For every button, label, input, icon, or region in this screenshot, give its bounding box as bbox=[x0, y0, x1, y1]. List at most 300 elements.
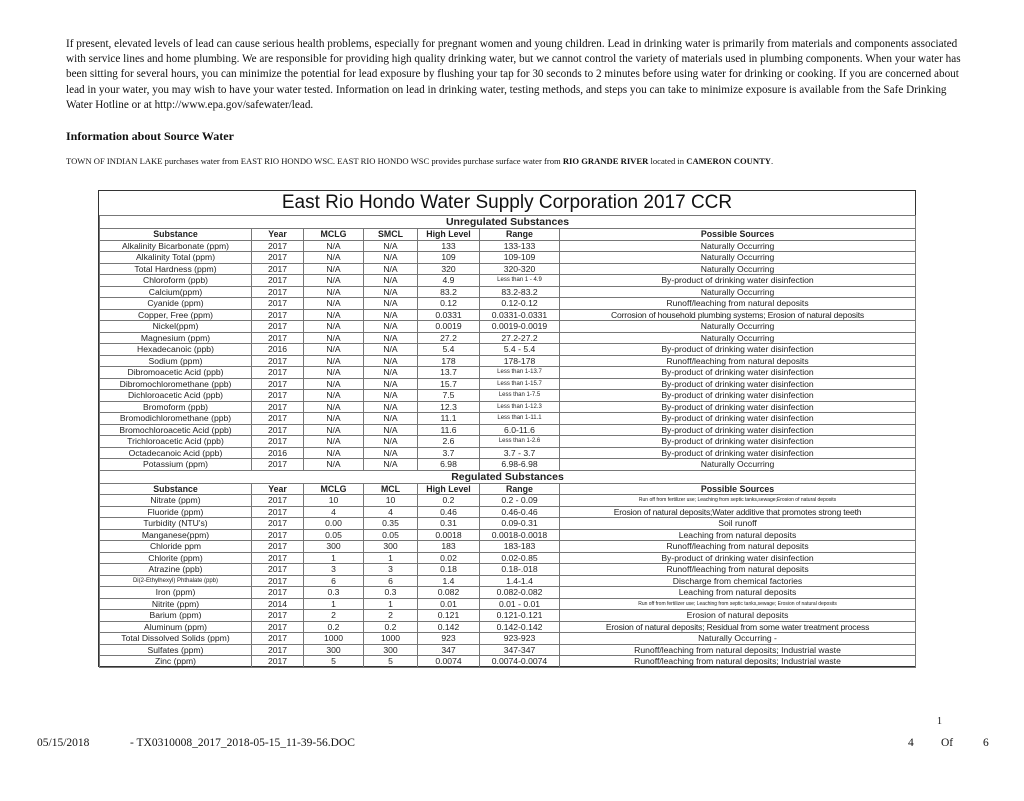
regulated-cell-mclg: 1 bbox=[304, 552, 364, 564]
regulated-cell-limit: 0.2 bbox=[364, 621, 418, 633]
regulated-cell-high-level: 183 bbox=[418, 541, 480, 553]
table-row bbox=[100, 610, 916, 622]
table-row bbox=[100, 447, 916, 459]
regulated-cell-year: 2017 bbox=[252, 633, 304, 645]
unregulated-cell-substance: Magnesium (ppm) bbox=[100, 332, 252, 344]
unregulated-cell-mclg: N/A bbox=[304, 240, 364, 252]
unregulated-cell-mclg: N/A bbox=[304, 309, 364, 321]
footer-page-total: 6 bbox=[983, 737, 989, 749]
regulated-cell-year: 2017 bbox=[252, 610, 304, 622]
unregulated-cell-year: 2017 bbox=[252, 321, 304, 333]
table-row bbox=[100, 598, 916, 610]
unregulated-cell-substance: Chloroform (ppb) bbox=[100, 275, 252, 287]
source-river-name: RIO GRANDE RIVER bbox=[562, 156, 649, 166]
footer-doc-name: - TX0310008_2017_2018-05-15_11-39-56.DOC bbox=[130, 737, 355, 749]
regulated-cell-limit: 6 bbox=[364, 575, 418, 587]
regulated-cell-year: 2017 bbox=[252, 506, 304, 518]
regulated-cell-mclg: 6 bbox=[304, 575, 364, 587]
unregulated-cell-possible-sources: By-product of drinking water disinfection bbox=[560, 424, 916, 436]
regulated-cell-range: 0.2 - 0.09 bbox=[480, 495, 560, 507]
regulated-cell-year: 2017 bbox=[252, 621, 304, 633]
regulated-cell-limit: 1000 bbox=[364, 633, 418, 645]
regulated-cell-limit: 1 bbox=[364, 552, 418, 564]
unregulated-cell-limit: N/A bbox=[364, 413, 418, 425]
unregulated-column-header: Range bbox=[480, 229, 560, 241]
unregulated-cell-mclg: N/A bbox=[304, 413, 364, 425]
regulated-cell-limit: 10 bbox=[364, 495, 418, 507]
unregulated-cell-possible-sources: By-product of drinking water disinfection bbox=[560, 344, 916, 356]
unregulated-cell-range: 320-320 bbox=[480, 263, 560, 275]
unregulated-cell-mclg: N/A bbox=[304, 367, 364, 379]
regulated-cell-range: 0.082-0.082 bbox=[480, 587, 560, 599]
unregulated-cell-range: 83.2-83.2 bbox=[480, 286, 560, 298]
unregulated-cell-possible-sources: Runoff/leaching from natural deposits bbox=[560, 298, 916, 310]
unregulated-cell-possible-sources: Naturally Occurring bbox=[560, 332, 916, 344]
unregulated-cell-limit: N/A bbox=[364, 309, 418, 321]
unregulated-cell-possible-sources: Naturally Occurring bbox=[560, 286, 916, 298]
unregulated-cell-high-level: 178 bbox=[418, 355, 480, 367]
unregulated-cell-mclg: N/A bbox=[304, 355, 364, 367]
unregulated-cell-substance: Bromoform (ppb) bbox=[100, 401, 252, 413]
unregulated-cell-range: 6.0-11.6 bbox=[480, 424, 560, 436]
regulated-cell-year: 2017 bbox=[252, 564, 304, 576]
regulated-cell-limit: 0.3 bbox=[364, 587, 418, 599]
table-row bbox=[100, 518, 916, 530]
table-row bbox=[100, 332, 916, 344]
regulated-cell-high-level: 923 bbox=[418, 633, 480, 645]
regulated-cell-high-level: 0.121 bbox=[418, 610, 480, 622]
table-row bbox=[100, 263, 916, 275]
unregulated-cell-high-level: 320 bbox=[418, 263, 480, 275]
regulated-cell-high-level: 0.18 bbox=[418, 564, 480, 576]
regulated-cell-mclg: 0.00 bbox=[304, 518, 364, 530]
unregulated-cell-limit: N/A bbox=[364, 286, 418, 298]
unregulated-cell-mclg: N/A bbox=[304, 390, 364, 402]
unregulated-cell-high-level: 0.0019 bbox=[418, 321, 480, 333]
regulated-cell-high-level: 0.0018 bbox=[418, 529, 480, 541]
unregulated-cell-year: 2017 bbox=[252, 298, 304, 310]
unregulated-cell-high-level: 2.6 bbox=[418, 436, 480, 448]
unregulated-cell-range: 0.0019-0.0019 bbox=[480, 321, 560, 333]
unregulated-cell-high-level: 13.7 bbox=[418, 367, 480, 379]
table-row bbox=[100, 587, 916, 599]
regulated-cell-mclg: 4 bbox=[304, 506, 364, 518]
regulated-cell-substance: Manganese(ppm) bbox=[100, 529, 252, 541]
regulated-cell-high-level: 0.0074 bbox=[418, 656, 480, 668]
regulated-cell-high-level: 0.2 bbox=[418, 495, 480, 507]
source-text-part1: TOWN OF INDIAN LAKE purchases water from EAST RIO HONDO WSC. EAST RIO HONDO WSC provides purchase surface water from bbox=[66, 156, 563, 166]
unregulated-cell-possible-sources: Naturally Occurring bbox=[560, 321, 916, 333]
unregulated-cell-limit: N/A bbox=[364, 367, 418, 379]
unregulated-cell-mclg: N/A bbox=[304, 332, 364, 344]
table-row bbox=[100, 621, 916, 633]
regulated-column-header: MCL bbox=[364, 483, 418, 495]
regulated-cell-possible-sources: Run off from fertilizer use; Leaching from septic tanks,sewage; Erosion of natural deposits bbox=[560, 598, 916, 610]
unregulated-cell-substance: Dibromoacetic Acid (ppb) bbox=[100, 367, 252, 379]
unregulated-cell-mclg: N/A bbox=[304, 344, 364, 356]
unregulated-cell-year: 2017 bbox=[252, 332, 304, 344]
footer-page-number: 4 bbox=[908, 737, 914, 749]
unregulated-cell-range: Less than 1-2.6 bbox=[480, 436, 560, 448]
unregulated-cell-range: 0.0331-0.0331 bbox=[480, 309, 560, 321]
regulated-cell-substance: Atrazine (ppb) bbox=[100, 564, 252, 576]
unregulated-cell-limit: N/A bbox=[364, 298, 418, 310]
unregulated-cell-substance: Copper, Free (ppm) bbox=[100, 309, 252, 321]
unregulated-cell-possible-sources: Naturally Occurring bbox=[560, 263, 916, 275]
unregulated-cell-mclg: N/A bbox=[304, 286, 364, 298]
unregulated-cell-high-level: 5.4 bbox=[418, 344, 480, 356]
unregulated-cell-year: 2017 bbox=[252, 390, 304, 402]
regulated-cell-mclg: 0.3 bbox=[304, 587, 364, 599]
regulated-cell-mclg: 300 bbox=[304, 541, 364, 553]
unregulated-cell-range: 109-109 bbox=[480, 252, 560, 264]
regulated-cell-year: 2017 bbox=[252, 575, 304, 587]
regulated-cell-substance: Zinc (ppm) bbox=[100, 656, 252, 668]
footer-of-label: Of bbox=[941, 737, 954, 749]
unregulated-cell-mclg: N/A bbox=[304, 275, 364, 287]
regulated-cell-range: 0.0018-0.0018 bbox=[480, 529, 560, 541]
unregulated-section-row bbox=[100, 216, 916, 229]
regulated-cell-possible-sources: Leaching from natural deposits bbox=[560, 529, 916, 541]
table-row bbox=[100, 575, 916, 587]
unregulated-cell-year: 2016 bbox=[252, 344, 304, 356]
unregulated-cell-substance: Dibromochloromethane (ppb) bbox=[100, 378, 252, 390]
regulated-cell-mclg: 3 bbox=[304, 564, 364, 576]
unregulated-cell-mclg: N/A bbox=[304, 436, 364, 448]
regulated-cell-possible-sources: Erosion of natural deposits; Residual from some water treatment process bbox=[560, 621, 916, 633]
unregulated-cell-substance: Cyanide (ppm) bbox=[100, 298, 252, 310]
regulated-cell-possible-sources: Naturally Occurring - bbox=[560, 633, 916, 645]
regulated-cell-high-level: 0.46 bbox=[418, 506, 480, 518]
table-row bbox=[100, 275, 916, 287]
footer-date: 05/15/2018 bbox=[37, 737, 90, 749]
unregulated-cell-year: 2017 bbox=[252, 367, 304, 379]
regulated-cell-possible-sources: Run off from fertilizer use; Leaching from septic tanks,sewage;Erosion of natural deposits bbox=[560, 495, 916, 507]
unregulated-cell-year: 2017 bbox=[252, 275, 304, 287]
unregulated-cell-limit: N/A bbox=[364, 332, 418, 344]
regulated-section-heading: Regulated Substances bbox=[100, 470, 916, 483]
unregulated-cell-possible-sources: By-product of drinking water disinfection bbox=[560, 378, 916, 390]
unregulated-cell-substance: Potassium (ppm) bbox=[100, 459, 252, 471]
unregulated-cell-limit: N/A bbox=[364, 252, 418, 264]
unregulated-cell-high-level: 3.7 bbox=[418, 447, 480, 459]
unregulated-cell-mclg: N/A bbox=[304, 378, 364, 390]
unregulated-cell-substance: Alkalinity Total (ppm) bbox=[100, 252, 252, 264]
regulated-cell-mclg: 0.2 bbox=[304, 621, 364, 633]
table-row bbox=[100, 321, 916, 333]
regulated-cell-mclg: 1 bbox=[304, 598, 364, 610]
unregulated-cell-limit: N/A bbox=[364, 378, 418, 390]
regulated-cell-substance: Chloride ppm bbox=[100, 541, 252, 553]
regulated-cell-possible-sources: Runoff/leaching from natural deposits; Industrial waste bbox=[560, 644, 916, 656]
unregulated-section-heading: Unregulated Substances bbox=[100, 216, 916, 229]
unregulated-cell-limit: N/A bbox=[364, 275, 418, 287]
unregulated-column-header: MCLG bbox=[304, 229, 364, 241]
regulated-cell-possible-sources: Discharge from chemical factories bbox=[560, 575, 916, 587]
unregulated-cell-substance: Octadecanoic Acid (ppb) bbox=[100, 447, 252, 459]
unregulated-column-header: SMCL bbox=[364, 229, 418, 241]
unregulated-cell-range: 3.7 - 3.7 bbox=[480, 447, 560, 459]
unregulated-cell-mclg: N/A bbox=[304, 447, 364, 459]
unregulated-cell-range: 27.2-27.2 bbox=[480, 332, 560, 344]
unregulated-column-header: High Level bbox=[418, 229, 480, 241]
table-row bbox=[100, 355, 916, 367]
unregulated-cell-limit: N/A bbox=[364, 263, 418, 275]
table-row bbox=[100, 495, 916, 507]
unregulated-cell-substance: Alkalinity Bicarbonate (ppm) bbox=[100, 240, 252, 252]
table-row bbox=[100, 413, 916, 425]
unregulated-cell-mclg: N/A bbox=[304, 252, 364, 264]
source-water-heading: Information about Source Water bbox=[66, 129, 234, 143]
unregulated-cell-year: 2017 bbox=[252, 252, 304, 264]
unregulated-cell-limit: N/A bbox=[364, 240, 418, 252]
regulated-cell-possible-sources: Runoff/leaching from natural deposits bbox=[560, 541, 916, 553]
table-row bbox=[100, 252, 916, 264]
unregulated-cell-high-level: 4.9 bbox=[418, 275, 480, 287]
unregulated-cell-year: 2017 bbox=[252, 355, 304, 367]
source-water-statement bbox=[66, 156, 966, 166]
regulated-column-header: Year bbox=[252, 483, 304, 495]
regulated-cell-range: 0.0074-0.0074 bbox=[480, 656, 560, 668]
regulated-cell-mclg: 5 bbox=[304, 656, 364, 668]
unregulated-cell-range: Less than 1 - 4.9 bbox=[480, 275, 560, 287]
unregulated-column-header: Substance bbox=[100, 229, 252, 241]
table-row bbox=[100, 552, 916, 564]
regulated-cell-substance: Total Dissolved Solids (ppm) bbox=[100, 633, 252, 645]
unregulated-cell-possible-sources: By-product of drinking water disinfection bbox=[560, 436, 916, 448]
unregulated-cell-high-level: 6.98 bbox=[418, 459, 480, 471]
unregulated-cell-limit: N/A bbox=[364, 344, 418, 356]
unregulated-cell-year: 2017 bbox=[252, 459, 304, 471]
regulated-cell-year: 2017 bbox=[252, 552, 304, 564]
ccr-title: East Rio Hondo Water Supply Corporation 2017 CCR bbox=[281, 192, 733, 213]
unregulated-cell-mclg: N/A bbox=[304, 459, 364, 471]
source-county-name: CAMERON COUNTY bbox=[686, 156, 772, 166]
regulated-cell-mclg: 0.05 bbox=[304, 529, 364, 541]
regulated-cell-year: 2017 bbox=[252, 518, 304, 530]
unregulated-cell-range: 133-133 bbox=[480, 240, 560, 252]
unregulated-cell-substance: Nickel(ppm) bbox=[100, 321, 252, 333]
unregulated-cell-year: 2017 bbox=[252, 263, 304, 275]
unregulated-cell-possible-sources: By-product of drinking water disinfection bbox=[560, 390, 916, 402]
unregulated-cell-year: 2017 bbox=[252, 240, 304, 252]
regulated-cell-mclg: 2 bbox=[304, 610, 364, 622]
unregulated-cell-mclg: N/A bbox=[304, 401, 364, 413]
regulated-cell-mclg: 300 bbox=[304, 644, 364, 656]
unregulated-cell-high-level: 133 bbox=[418, 240, 480, 252]
table-row bbox=[100, 541, 916, 553]
regulated-cell-high-level: 0.01 bbox=[418, 598, 480, 610]
unregulated-cell-possible-sources: By-product of drinking water disinfection bbox=[560, 367, 916, 379]
unregulated-cell-range: Less than 1-15.7 bbox=[480, 378, 560, 390]
regulated-cell-high-level: 0.31 bbox=[418, 518, 480, 530]
unregulated-cell-high-level: 83.2 bbox=[418, 286, 480, 298]
unregulated-cell-mclg: N/A bbox=[304, 263, 364, 275]
unregulated-cell-high-level: 11.1 bbox=[418, 413, 480, 425]
regulated-cell-limit: 5 bbox=[364, 656, 418, 668]
regulated-cell-year: 2017 bbox=[252, 656, 304, 668]
table-row bbox=[100, 506, 916, 518]
unregulated-cell-high-level: 0.12 bbox=[418, 298, 480, 310]
regulated-cell-limit: 300 bbox=[364, 541, 418, 553]
unregulated-cell-limit: N/A bbox=[364, 459, 418, 471]
unregulated-cell-limit: N/A bbox=[364, 401, 418, 413]
unregulated-cell-limit: N/A bbox=[364, 447, 418, 459]
regulated-cell-year: 2017 bbox=[252, 541, 304, 553]
regulated-column-header: Range bbox=[480, 483, 560, 495]
regulated-cell-substance: Aluminum (ppm) bbox=[100, 621, 252, 633]
unregulated-cell-possible-sources: Naturally Occurring bbox=[560, 240, 916, 252]
source-text-part3: . bbox=[771, 156, 774, 166]
regulated-cell-range: 0.09-0.31 bbox=[480, 518, 560, 530]
table-row bbox=[100, 309, 916, 321]
unregulated-cell-year: 2017 bbox=[252, 436, 304, 448]
regulated-cell-year: 2014 bbox=[252, 598, 304, 610]
unregulated-cell-year: 2017 bbox=[252, 309, 304, 321]
regulated-cell-mclg: 1000 bbox=[304, 633, 364, 645]
regulated-cell-range: 0.01 - 0.01 bbox=[480, 598, 560, 610]
unregulated-cell-high-level: 15.7 bbox=[418, 378, 480, 390]
unregulated-cell-limit: N/A bbox=[364, 424, 418, 436]
unregulated-cell-range: 6.98-6.98 bbox=[480, 459, 560, 471]
table-row bbox=[100, 656, 916, 668]
regulated-cell-substance: Barium (ppm) bbox=[100, 610, 252, 622]
regulated-cell-range: 183-183 bbox=[480, 541, 560, 553]
unregulated-cell-possible-sources: By-product of drinking water disinfection bbox=[560, 401, 916, 413]
regulated-cell-range: 0.02-0.85 bbox=[480, 552, 560, 564]
regulated-cell-year: 2017 bbox=[252, 495, 304, 507]
regulated-cell-substance: Sulfates (ppm) bbox=[100, 644, 252, 656]
regulated-cell-limit: 4 bbox=[364, 506, 418, 518]
unregulated-cell-substance: Calcium(ppm) bbox=[100, 286, 252, 298]
regulated-cell-high-level: 0.142 bbox=[418, 621, 480, 633]
unregulated-cell-possible-sources: By-product of drinking water disinfection bbox=[560, 275, 916, 287]
regulated-cell-limit: 1 bbox=[364, 598, 418, 610]
unregulated-cell-limit: N/A bbox=[364, 355, 418, 367]
regulated-cell-range: 923-923 bbox=[480, 633, 560, 645]
unregulated-cell-high-level: 12.3 bbox=[418, 401, 480, 413]
unregulated-column-header: Possible Sources bbox=[560, 229, 916, 241]
table-row bbox=[100, 633, 916, 645]
unregulated-cell-range: 0.12-0.12 bbox=[480, 298, 560, 310]
regulated-cell-possible-sources: Soil runoff bbox=[560, 518, 916, 530]
regulated-cell-substance: Nitrate (ppm) bbox=[100, 495, 252, 507]
unregulated-cell-mclg: N/A bbox=[304, 298, 364, 310]
regulated-column-header: Substance bbox=[100, 483, 252, 495]
table-row bbox=[100, 298, 916, 310]
table-row bbox=[100, 240, 916, 252]
unregulated-cell-substance: Hexadecanoic (ppb) bbox=[100, 344, 252, 356]
unregulated-cell-range: Less than 1-12.3 bbox=[480, 401, 560, 413]
regulated-cell-year: 2017 bbox=[252, 587, 304, 599]
regulated-section-row bbox=[100, 470, 916, 483]
unregulated-cell-limit: N/A bbox=[364, 321, 418, 333]
unregulated-cell-high-level: 109 bbox=[418, 252, 480, 264]
table-row bbox=[100, 436, 916, 448]
regulated-cell-high-level: 0.02 bbox=[418, 552, 480, 564]
unregulated-cell-range: 5.4 - 5.4 bbox=[480, 344, 560, 356]
unregulated-cell-year: 2017 bbox=[252, 413, 304, 425]
regulated-cell-substance: Di(2-Ethylhexyl) Phthalate (ppb) bbox=[100, 575, 252, 587]
unregulated-cell-possible-sources: Runoff/leaching from natural deposits bbox=[560, 355, 916, 367]
unregulated-cell-high-level: 27.2 bbox=[418, 332, 480, 344]
table-row bbox=[100, 286, 916, 298]
unregulated-cell-possible-sources: Naturally Occurring bbox=[560, 459, 916, 471]
regulated-cell-high-level: 1.4 bbox=[418, 575, 480, 587]
regulated-cell-possible-sources: Erosion of natural deposits bbox=[560, 610, 916, 622]
unregulated-cell-mclg: N/A bbox=[304, 424, 364, 436]
unregulated-cell-possible-sources: By-product of drinking water disinfection bbox=[560, 447, 916, 459]
regulated-cell-high-level: 347 bbox=[418, 644, 480, 656]
regulated-cell-possible-sources: Runoff/leaching from natural deposits; Industrial waste bbox=[560, 656, 916, 668]
unregulated-cell-substance: Total Hardness (ppm) bbox=[100, 263, 252, 275]
unregulated-cell-high-level: 11.6 bbox=[418, 424, 480, 436]
lead-information-paragraph: If present, elevated levels of lead can cause serious health problems, especially for pregnant women and young children. Lead in drinking water is primarily from materials and components associated with service lines and home plumbing. We are responsible for providing high quality drinking water, but we cannot control the variety of materials used in plumbing components. When your water has been sitting for several hours, you can minimize the potential for lead exposure by flushing your tap for 30 seconds to 2 minutes before using water for drinking or cooking. If you are concerned about lead in your water, you may wish to have your water tested. Information on lead in drinking water, testing methods, and steps you can take to minimize exposure is available from the Safe Drinking Water Hotline or at http://www.epa.gov/safewater/lead. bbox=[66, 38, 961, 111]
regulated-cell-limit: 0.35 bbox=[364, 518, 418, 530]
unregulated-cell-possible-sources: Corrosion of household plumbing systems; Erosion of natural deposits bbox=[560, 309, 916, 321]
regulated-cell-year: 2017 bbox=[252, 529, 304, 541]
table-row bbox=[100, 564, 916, 576]
regulated-cell-high-level: 0.082 bbox=[418, 587, 480, 599]
table-row bbox=[100, 367, 916, 379]
unregulated-cell-high-level: 0.0331 bbox=[418, 309, 480, 321]
regulated-column-header: Possible Sources bbox=[560, 483, 916, 495]
unregulated-column-header-row bbox=[100, 229, 916, 241]
regulated-cell-substance: Iron (ppm) bbox=[100, 587, 252, 599]
table-row bbox=[100, 390, 916, 402]
regulated-cell-range: 0.46-0.46 bbox=[480, 506, 560, 518]
unregulated-cell-year: 2017 bbox=[252, 378, 304, 390]
regulated-cell-limit: 3 bbox=[364, 564, 418, 576]
regulated-cell-substance: Nitrite (ppm) bbox=[100, 598, 252, 610]
unregulated-cell-year: 2016 bbox=[252, 447, 304, 459]
unregulated-cell-possible-sources: By-product of drinking water disinfection bbox=[560, 413, 916, 425]
unregulated-cell-year: 2017 bbox=[252, 286, 304, 298]
regulated-cell-substance: Fluoride (ppm) bbox=[100, 506, 252, 518]
unregulated-cell-substance: Bromochloroacetic Acid (ppb) bbox=[100, 424, 252, 436]
regulated-column-header-row bbox=[100, 483, 916, 495]
regulated-cell-year: 2017 bbox=[252, 644, 304, 656]
unregulated-cell-substance: Trichloroacetic Acid (ppb) bbox=[100, 436, 252, 448]
page-mark: 1 bbox=[937, 716, 942, 727]
table-row bbox=[100, 424, 916, 436]
unregulated-cell-range: 178-178 bbox=[480, 355, 560, 367]
unregulated-cell-substance: Dichloroacetic Acid (ppb) bbox=[100, 390, 252, 402]
regulated-cell-limit: 2 bbox=[364, 610, 418, 622]
regulated-cell-range: 0.121-0.121 bbox=[480, 610, 560, 622]
unregulated-cell-mclg: N/A bbox=[304, 321, 364, 333]
regulated-cell-limit: 300 bbox=[364, 644, 418, 656]
table-row bbox=[100, 378, 916, 390]
regulated-cell-substance: Chlorite (ppm) bbox=[100, 552, 252, 564]
unregulated-cell-year: 2017 bbox=[252, 424, 304, 436]
regulated-cell-range: 347-347 bbox=[480, 644, 560, 656]
regulated-cell-range: 0.18-.018 bbox=[480, 564, 560, 576]
unregulated-cell-substance: Bromodichloromethane (ppb) bbox=[100, 413, 252, 425]
regulated-cell-possible-sources: Erosion of natural deposits;Water additive that promotes strong teeth bbox=[560, 506, 916, 518]
regulated-cell-limit: 0.05 bbox=[364, 529, 418, 541]
unregulated-cell-substance: Sodium (ppm) bbox=[100, 355, 252, 367]
regulated-column-header: MCLG bbox=[304, 483, 364, 495]
unregulated-cell-limit: N/A bbox=[364, 436, 418, 448]
regulated-cell-range: 0.142-0.142 bbox=[480, 621, 560, 633]
unregulated-column-header: Year bbox=[252, 229, 304, 241]
unregulated-cell-year: 2017 bbox=[252, 401, 304, 413]
ccr-table bbox=[99, 215, 916, 668]
table-row bbox=[100, 459, 916, 471]
regulated-cell-possible-sources: By-product of drinking water disinfection bbox=[560, 552, 916, 564]
unregulated-cell-range: Less than 1-7.5 bbox=[480, 390, 560, 402]
